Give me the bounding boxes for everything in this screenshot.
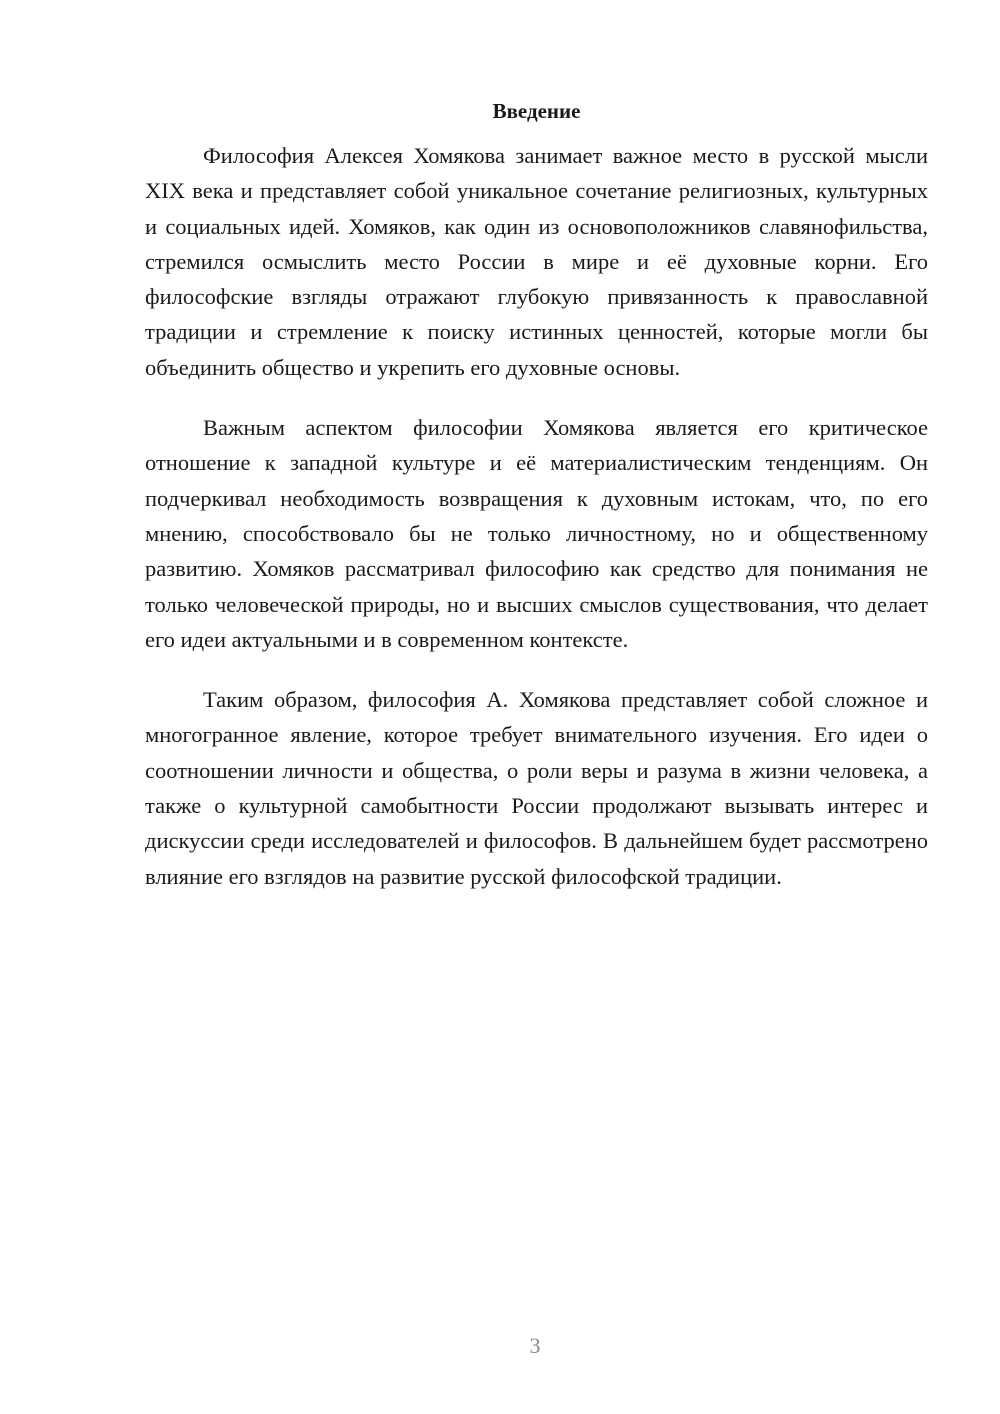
document-body (145, 96, 928, 894)
page-number: 3 (529, 1333, 541, 1358)
paragraph-2: Важным аспектом философии Хомякова является его критическое отношение к западной культуре и её материалистическим тенденциям. Он подчеркивал необходимость возвращения к духовным истокам, что, по его мнению, способствовало бы не только личностному, но и общественному развитию. Хомяков рассматривал философию как средство для понимания не только человеческой природы, но и высших смыслов существования, что делает его идеи актуальными и в современном контексте. (145, 415, 928, 652)
paragraph-1: Философия Алексея Хомякова занимает важное место в русской мысли XIX века и представляет собой уникальное сочетание религиозных, культурных и социальных идей. Хомяков, как один из основоположников славянофильства, стремился осмыслить место России в мире и её духовные корни. Его философские взгляды отражают глубокую привязанность к православной традиции и стремление к поиску истинных ценностей, которые могли бы объединить общество и укрепить его духовные основы. (145, 143, 928, 380)
section-title: Введение (492, 99, 581, 123)
paragraph-3: Таким образом, философия А. Хомякова представляет собой сложное и многогранное явление, которое требует внимательного изучения. Его идеи о соотношении личности и общества, о роли веры и разума в жизни человека, а также о культурной самобытности России продолжают вызывать интерес и дискуссии среди исследователей и философов. В дальнейшем будет рассмотрено влияние его взглядов на развитие русской философской традиции. (145, 687, 928, 889)
